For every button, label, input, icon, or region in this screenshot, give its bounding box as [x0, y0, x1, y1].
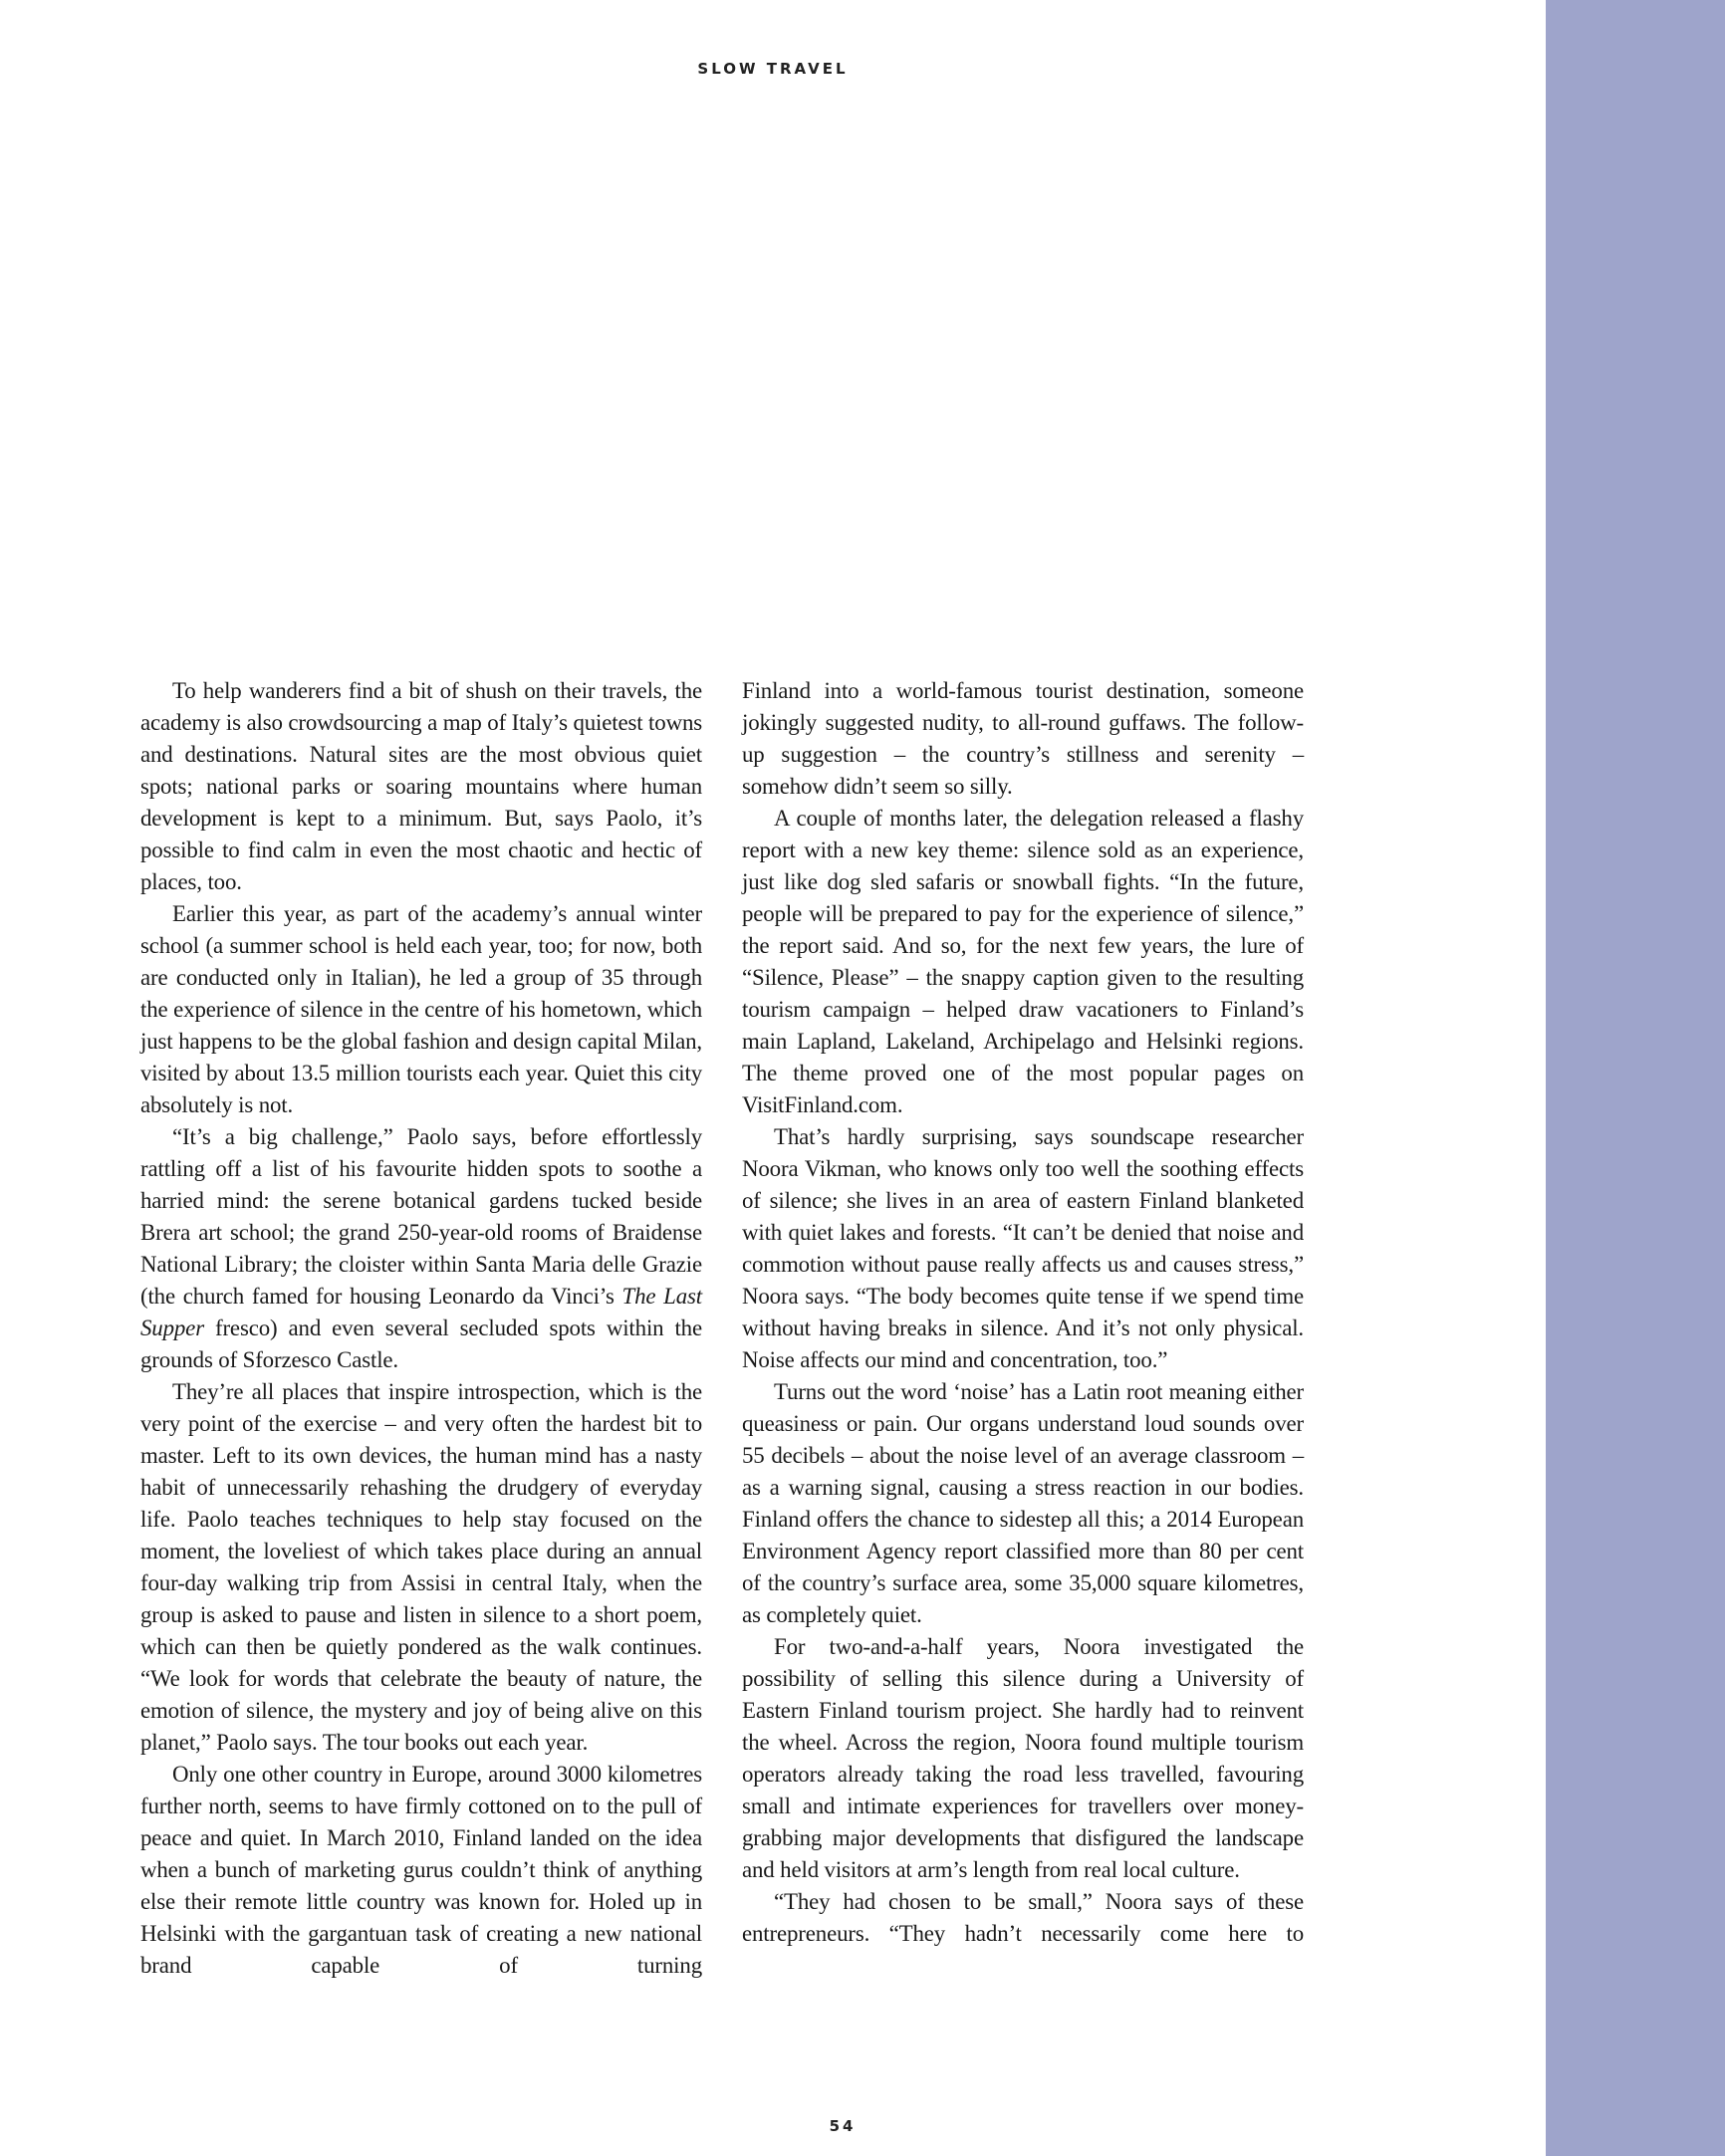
paragraph: A couple of months later, the delegation released a flashy report with a new key theme: silence sold as an experience, just like dog sled safaris or snowball fights. “In the future, people will be prepared to pay for the experience of silence,” the report said. And so, for the next few years, the lure of “Silence, Please” – the snappy caption given to the resulting tourism campaign – helped draw vacationers to Finland’s main Lapland, Lakeland, Archipelago and Helsinki regions. The theme proved one of the most popular pages on VisitFinland.com.: [742, 806, 1304, 1117]
paragraph: “They had chosen to be small,” Noora says of these entrepreneurs. “They hadn’t necessarily come here to: [742, 1889, 1304, 1946]
paragraph: [140, 1121, 702, 1376]
paragraph-text: “It’s a big challenge,” Paolo says, before effortlessly rattling off a list of his favourite hidden spots to soothe a harried mind: the serene botanical gardens tucked beside Brera art school; the grand 250-year-old rooms of Braidense National Library; the cloister within Santa Maria delle Grazie (the church famed for housing Leonardo da Vinci’s: [140, 1124, 702, 1309]
paragraph: Earlier this year, as part of the academy’s annual winter school (a summer school is held each year, too; for now, both are conducted only in Italian), he led a group of 35 through the experience of silence in the centre of his hometown, which just happens to be the global fashion and design capital Milan, visited by about 13.5 million tourists each year. Quiet this city absolutely is not.: [140, 901, 702, 1117]
paragraph-continued: Finland into a world-famous tourist destination, someone jokingly suggested nudity, to all-round guffaws. The follow-up suggestion – the country’s stillness and serenity – somehow didn’t seem so silly.: [742, 678, 1304, 799]
paragraph: For two-and-a-half years, Noora investigated the possibility of selling this silence during a University of Eastern Finland tourism project. She hardly had to reinvent the wheel. Across the region, Noora found multiple tourism operators already taking the road less travelled, favouring small and intimate experiences for travellers over money-grabbing major developments that disfigured the landscape and held visitors at arm’s length from real local culture.: [742, 1634, 1304, 1882]
paragraph: That’s hardly surprising, says soundscape researcher Noora Vikman, who knows only too well the soothing effects of silence; she lives in an area of eastern Finland blanketed with quiet lakes and forests. “It can’t be denied that noise and commotion without pause really affects us and causes stress,” Noora says. “The body becomes quite tense if we spend time without having breaks in silence. And it’s not only physical. Noise affects our mind and concentration, too.”: [742, 1124, 1304, 1372]
artwork-title: The Last Supper: [140, 1284, 702, 1340]
running-head: SLOW TRAVEL: [697, 60, 849, 78]
article-column-right: [742, 675, 1304, 1950]
decorative-side-band: [1546, 0, 1725, 2156]
article-column-left: [140, 675, 702, 1982]
paragraph: To help wanderers find a bit of shush on their travels, the academy is also crowdsourcing a map of Italy’s quietest towns and destinations. Natural sites are the most obvious quiet spots; national parks or soaring mountains where human development is kept to a minimum. But, says Paolo, it’s possible to find calm in even the most chaotic and hectic of places, too.: [140, 678, 702, 894]
page-number: 54: [829, 2117, 857, 2135]
paragraph-text: fresco) and even several secluded spots within the grounds of Sforzesco Castle.: [140, 1316, 702, 1372]
paragraph: They’re all places that inspire introspection, which is the very point of the exercise – and very often the hardest bit to master. Left to its own devices, the human mind has a nasty habit of unnecessarily rehashing the drudgery of everyday life. Paolo teaches techniques to help stay focused on the moment, the loveliest of which takes place during an annual four-day walking trip from Assisi in central Italy, when the group is asked to pause and listen in silence to a short poem, which can then be quietly pondered as the walk continues. “We look for words that celebrate the beauty of nature, the emotion of silence, the mystery and joy of being alive on this planet,” Paolo says. The tour books out each year.: [140, 1379, 702, 1755]
paragraph: Turns out the word ‘noise’ has a Latin root meaning either queasiness or pain. Our organs understand loud sounds over 55 decibels – about the noise level of an average classroom – as a warning signal, causing a stress reaction in our bodies. Finland offers the chance to sidestep all this; a 2014 European Environment Agency report classified more than 80 per cent of the country’s surface area, some 35,000 square kilometres, as completely quiet.: [742, 1379, 1304, 1627]
paragraph: Only one other country in Europe, around 3000 kilometres further north, seems to have firmly cottoned on to the pull of peace and quiet. In March 2010, Finland landed on the idea when a bunch of marketing gurus couldn’t think of anything else their remote little country was known for. Holed up in Helsinki with the gargantuan task of creating a new national brand capable of turning: [140, 1762, 702, 1978]
